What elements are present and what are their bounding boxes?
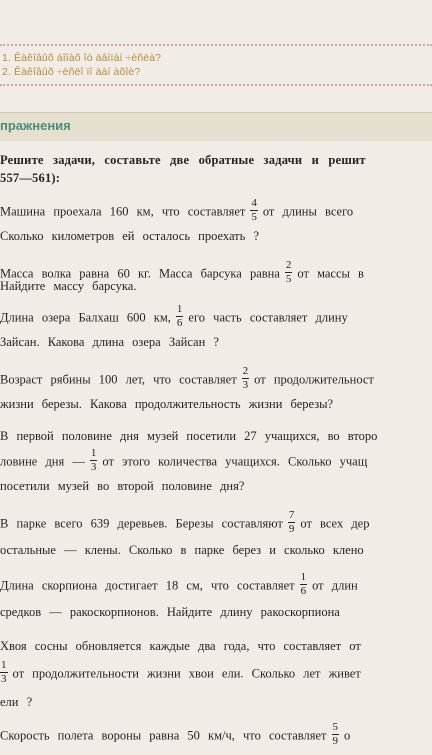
review-question-1: 1. Êàêîâûõ áîîàõ îò äâìïàí ÷èñëà? xyxy=(2,52,162,64)
problem-line: средков — ракоскорпионов. Найдите длину ракоскорпиона xyxy=(0,605,340,619)
problem-line: Скорость полета вороны равна 50 км/ч, что составляет $\frac{5}{9}$ о xyxy=(0,721,351,747)
problem-line: Длина скорпиона достигает 18 см, что составляет $\frac{1}{6}$ от длин xyxy=(0,571,358,597)
section-header xyxy=(0,112,432,141)
problem-line: посетили музей во второй половине дня? xyxy=(0,479,245,493)
fraction: $\frac{2}{5}$ xyxy=(285,259,292,285)
problem-line: Длина озера Балхаш 600 км, $\frac{1}{6}$ его часть составляет длину xyxy=(0,303,348,329)
review-question-2: 2. Êàêîâûõ ÷èñëî ïî äàí àõîè? xyxy=(2,66,141,78)
problem-line: остальные — клены. Сколько в парке берез и сколько клено xyxy=(0,543,364,557)
fraction: $\frac{4}{5}$ xyxy=(251,197,257,223)
problem-line: В первой половине дня музей посетили 27 учащихся, во второ xyxy=(0,429,378,443)
task-intro-line-2: 557—561): xyxy=(0,171,61,185)
problem-line: Масса волка равна 60 кг. Масса барсука равна $\frac{2}{5}$ от массы в xyxy=(0,259,364,285)
problem-line: $\frac{1}{3}$ от продолжительности жизни хвои ели. Сколько лет живет xyxy=(1,659,361,685)
fraction: $\frac{7}{9}$ xyxy=(288,509,295,535)
problem-line: Возраст рябины 100 лет, что составляет $\frac{2}{3}$ от продолжительност xyxy=(0,365,374,391)
fraction: $\frac{1}{3}$ xyxy=(1,659,7,685)
review-questions xyxy=(0,44,432,84)
problem-line: ловине дня — $\frac{1}{3}$ от этого количества учащихся. Сколько учащ xyxy=(0,447,368,473)
dotted-divider-bottom xyxy=(0,84,432,86)
problem-line: ели ? xyxy=(0,695,33,709)
problem-line: Машина проехала 160 км, что составляет $\frac{4}{5}$ от длины всего xyxy=(0,197,354,223)
problem-line: Сколько километров ей осталось проехать ? xyxy=(0,229,260,243)
problem-line: Хвоя сосны обновляется каждые два года, что составляет от xyxy=(0,639,361,653)
fraction: $\frac{1}{6}$ xyxy=(176,303,183,329)
problem-line: Найдите массу барсука. xyxy=(0,279,137,293)
problem-line: жизни березы. Какова продолжительность жизни березы? xyxy=(0,397,334,411)
task-intro-line-1: Решите задачи, составьте две обратные задачи и решит xyxy=(0,153,366,167)
fraction: $\frac{1}{6}$ xyxy=(300,571,307,597)
section-title: пражнения xyxy=(0,118,71,133)
dotted-divider-top xyxy=(0,44,432,46)
problem-line: В парке всего 639 деревьев. Березы составляют $\frac{7}{9}$ от всех дер xyxy=(0,509,370,535)
problem-line: Зайсан. Какова длина озера Зайсан ? xyxy=(0,335,219,349)
fraction: $\frac{5}{9}$ xyxy=(332,721,338,747)
fraction: $\frac{2}{3}$ xyxy=(242,365,249,391)
fraction: $\frac{1}{3}$ xyxy=(90,447,97,473)
